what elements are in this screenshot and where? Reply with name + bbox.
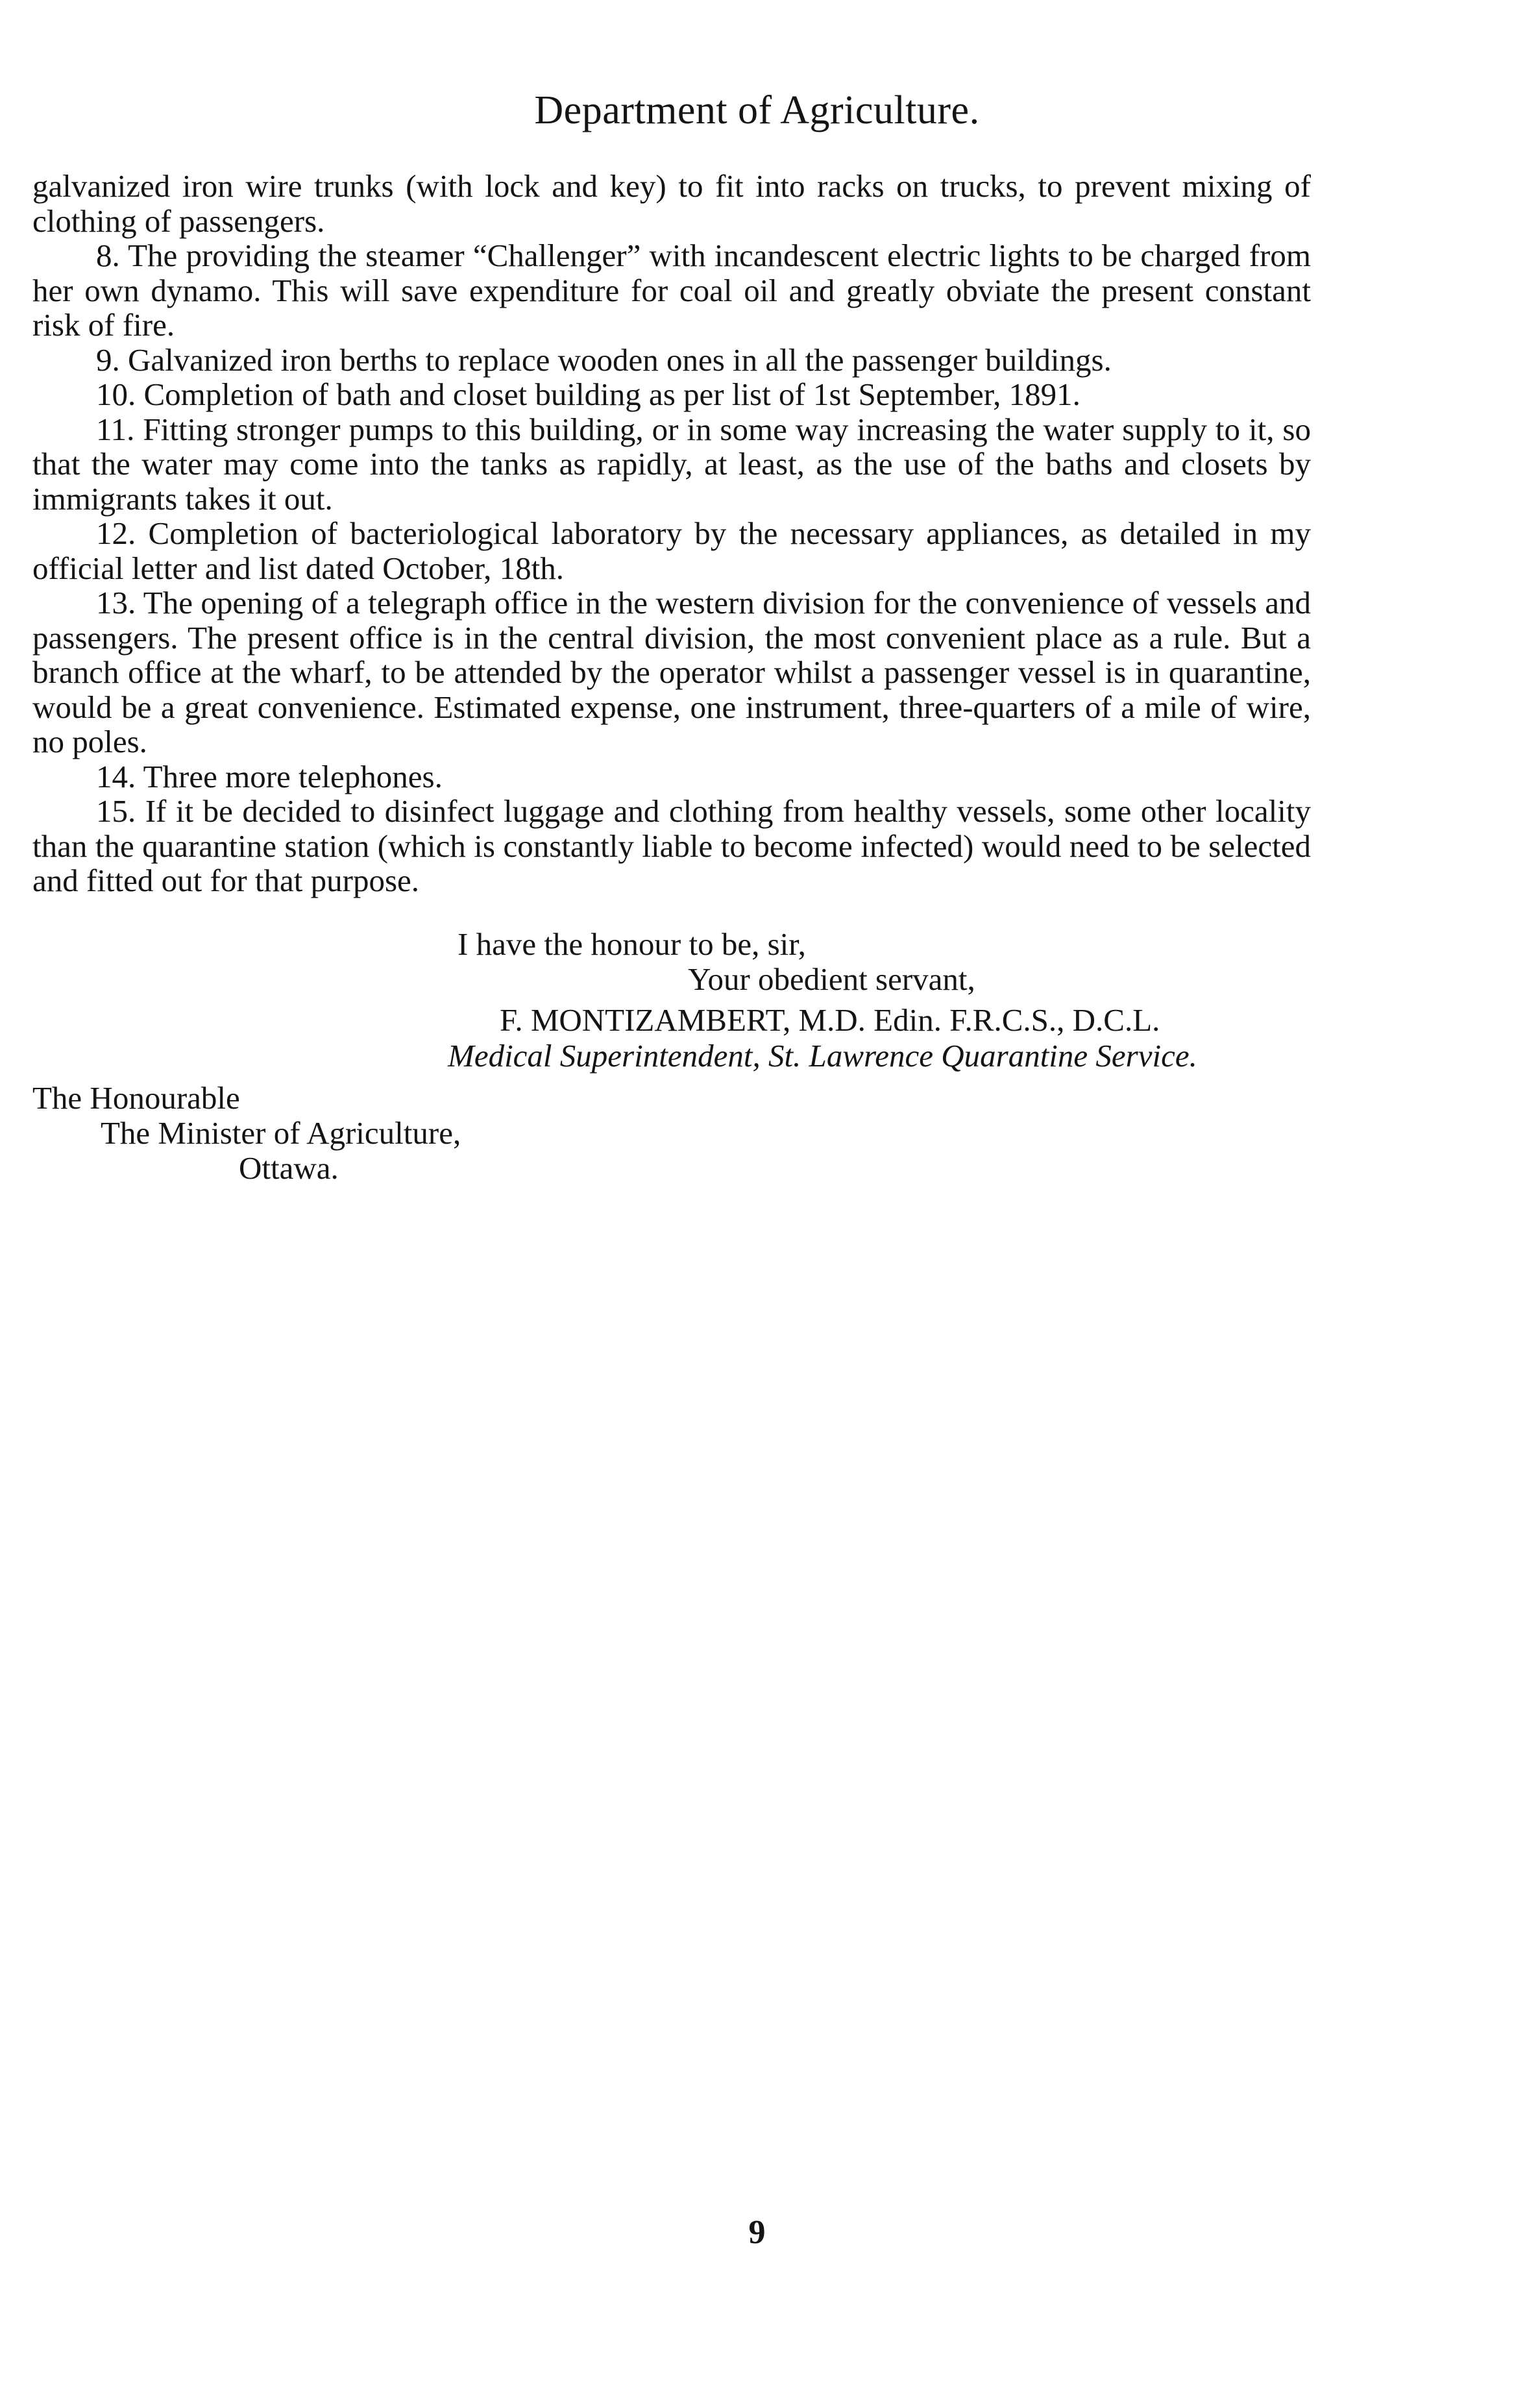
paragraph-item-9: 9. Galvanized iron berths to replace wooden ones in all the passenger buildings.: [96, 341, 1112, 378]
paragraph-item-8: 8. The providing the steamer “Challenger” with incandescent electric lights to be charged from her own dynamo. This will save expenditure for coal oil and greatly obviate the present constant risk of fire.: [32, 238, 1311, 343]
page-number: 9: [748, 2214, 766, 2251]
page-title: Department of Agriculture.: [534, 88, 980, 132]
paragraph-item-14: 14. Three more telephones.: [96, 758, 443, 794]
signature-title: Medical Superintendent, St. Lawrence Quarantine Service.: [448, 1038, 1197, 1074]
paragraph-item-13: 13. The opening of a telegraph office in the western division for the convenience of vessels and passengers. The present office is in the central division, the most convenient place as a rule. But a branch office at the wharf, to be attended by the operator whilst a passenger vessel is in quarantine, would be a great convenience. Estimated expense, one instrument, three-quarters of a mile of wire, no poles.: [32, 585, 1311, 759]
paragraph-item-12: 12. Completion of bacteriological laboratory by the necessary appliances, as detailed in my official letter and list dated October, 18th.: [32, 515, 1311, 586]
closing-valediction: Your obedient servant,: [688, 961, 975, 997]
paragraph-continuation: galvanized iron wire trunks (with lock and key) to fit into racks on trucks, to prevent mixing of clothing of passengers.: [32, 168, 1311, 239]
address-line-2: The Minister of Agriculture,: [101, 1115, 461, 1151]
paragraph-item-11: 11. Fitting stronger pumps to this building, or in some way increasing the water supply to it, so that the water may come into the tanks as rapidly, at least, as the use of the baths and closets by immigrants takes it out.: [32, 411, 1311, 517]
address-line-1: The Honourable: [32, 1080, 240, 1116]
address-line-3: Ottawa.: [239, 1150, 339, 1186]
paragraph-item-10: 10. Completion of bath and closet building as per list of 1st September, 1891.: [96, 376, 1081, 412]
letter-body: [32, 169, 1311, 898]
paragraph-item-15: 15. If it be decided to disinfect luggage and clothing from healthy vessels, some other locality than the quarantine station (which is constantly liable to become infected) would need to be selected and fitted out for that purpose.: [32, 793, 1311, 898]
signature-name: F. MONTIZAMBERT, M.D. Edin. F.R.C.S., D.C.L.: [500, 1002, 1160, 1038]
closing-salutation: I have the honour to be, sir,: [458, 926, 806, 962]
